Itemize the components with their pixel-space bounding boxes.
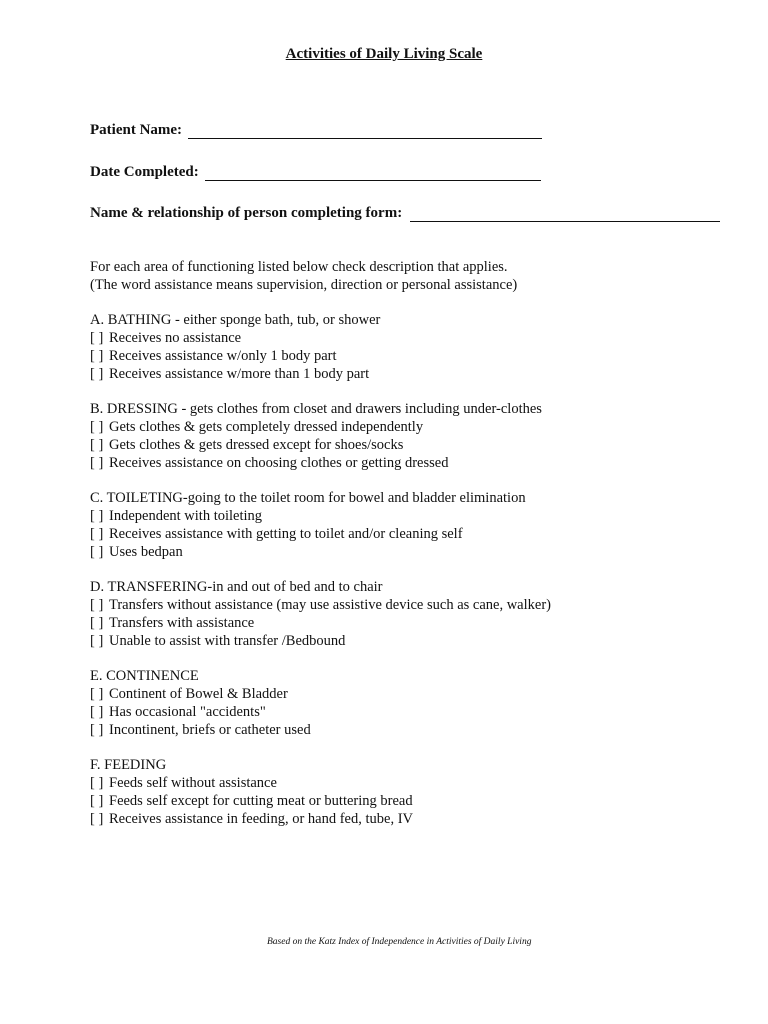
checkbox[interactable]: [ ] (90, 614, 104, 631)
option-label: Receives no assistance (109, 330, 242, 347)
checkbox[interactable]: [ ] (90, 347, 104, 364)
checkbox[interactable]: [ ] (90, 525, 104, 542)
option-label: Transfers without assistance (may use assistive device such as cane, walker) (109, 597, 551, 614)
checkbox-option[interactable] (90, 348, 750, 366)
section-heading: D. TRANSFERING-in and out of bed and to chair (90, 579, 383, 596)
title-text: Activities of Daily Living Scale (285, 46, 483, 62)
checkbox[interactable]: [ ] (90, 365, 104, 382)
patient-name-label: Patient Name: (90, 122, 183, 138)
person-completing-blank[interactable] (410, 207, 720, 222)
checkbox-option[interactable] (90, 722, 750, 740)
intro-line: (The word assistance means supervision, direction or personal assistance) (90, 276, 518, 293)
checkbox-option[interactable] (90, 597, 750, 615)
footer-note: Based on the Katz Index of Independence in Activities of Daily Living (267, 937, 532, 947)
section-heading: A. BATHING - either sponge bath, tub, or shower (90, 312, 381, 329)
checkbox[interactable]: [ ] (90, 454, 104, 471)
checkbox-option[interactable] (90, 366, 750, 384)
date-completed-field (90, 164, 541, 181)
section-dressing (90, 401, 750, 472)
section-transfering (90, 579, 750, 650)
date-completed-label: Date Completed: (90, 164, 199, 180)
section-heading: F. FEEDING (90, 757, 167, 774)
checkbox-option[interactable] (90, 330, 750, 348)
option-label: Receives assistance w/more than 1 body part (109, 365, 370, 382)
section-bathing (90, 312, 750, 383)
checkbox[interactable]: [ ] (90, 721, 104, 738)
checkbox-option[interactable] (90, 686, 750, 704)
option-label: Receives assistance on choosing clothes or getting dressed (109, 454, 449, 471)
checkbox-option[interactable] (90, 633, 750, 651)
option-label: Uses bedpan (109, 543, 183, 560)
checkbox[interactable]: [ ] (90, 632, 104, 649)
option-label: Receives assistance with getting to toilet and/or cleaning self (109, 525, 463, 542)
person-completing-field (90, 205, 720, 222)
checkbox-option[interactable] (90, 775, 750, 793)
checkbox-option[interactable] (90, 419, 750, 437)
section-heading: C. TOILETING-going to the toilet room for bowel and bladder elimination (90, 490, 526, 507)
checkbox-option[interactable] (90, 615, 750, 633)
checkbox[interactable]: [ ] (90, 792, 104, 809)
checkbox-option[interactable] (90, 526, 750, 544)
person-completing-label: Name & relationship of person completing form: (90, 205, 403, 221)
section-continence (90, 668, 750, 739)
checkbox-option[interactable] (90, 508, 750, 526)
checkbox[interactable]: [ ] (90, 703, 104, 720)
section-heading: E. CONTINENCE (90, 668, 199, 685)
intro-line: For each area of functioning listed below check description that applies. (90, 259, 508, 275)
intro (90, 259, 750, 295)
option-label: Feeds self without assistance (109, 775, 277, 792)
checkbox[interactable]: [ ] (90, 330, 104, 347)
checkbox-option[interactable] (90, 704, 750, 722)
checkbox[interactable]: [ ] (90, 436, 104, 453)
option-label: Feeds self except for cutting meat or buttering bread (109, 792, 413, 809)
page-title (0, 46, 768, 63)
checkbox[interactable]: [ ] (90, 543, 104, 560)
checkbox[interactable]: [ ] (90, 775, 104, 792)
option-label: Transfers with assistance (109, 614, 255, 631)
option-label: Gets clothes & gets completely dressed independently (109, 419, 424, 436)
checkbox[interactable]: [ ] (90, 810, 104, 827)
option-label: Incontinent, briefs or catheter used (109, 721, 311, 738)
patient-name-blank[interactable] (188, 124, 542, 139)
patient-name-field (90, 122, 542, 139)
checkbox-option[interactable] (90, 544, 750, 562)
option-label: Receives assistance in feeding, or hand fed, tube, IV (109, 810, 413, 827)
option-label: Receives assistance w/only 1 body part (109, 347, 337, 364)
checkbox[interactable]: [ ] (90, 508, 104, 525)
checkbox-option[interactable] (90, 811, 750, 829)
checkbox[interactable]: [ ] (90, 597, 104, 614)
date-completed-blank[interactable] (205, 166, 541, 181)
section-heading: B. DRESSING - gets clothes from closet and drawers including under-clothes (90, 401, 542, 418)
option-label: Unable to assist with transfer /Bedbound (109, 632, 346, 649)
form-body (90, 259, 750, 829)
option-label: Independent with toileting (109, 508, 263, 525)
checkbox[interactable]: [ ] (90, 419, 104, 436)
checkbox[interactable]: [ ] (90, 686, 104, 703)
checkbox-option[interactable] (90, 455, 750, 473)
option-label: Gets clothes & gets dressed except for shoes/socks (109, 436, 404, 453)
option-label: Continent of Bowel & Bladder (109, 686, 288, 703)
checkbox-option[interactable] (90, 793, 750, 811)
option-label: Has occasional "accidents" (109, 703, 266, 720)
checkbox-option[interactable] (90, 437, 750, 455)
section-feeding (90, 757, 750, 828)
section-toileting (90, 490, 750, 561)
